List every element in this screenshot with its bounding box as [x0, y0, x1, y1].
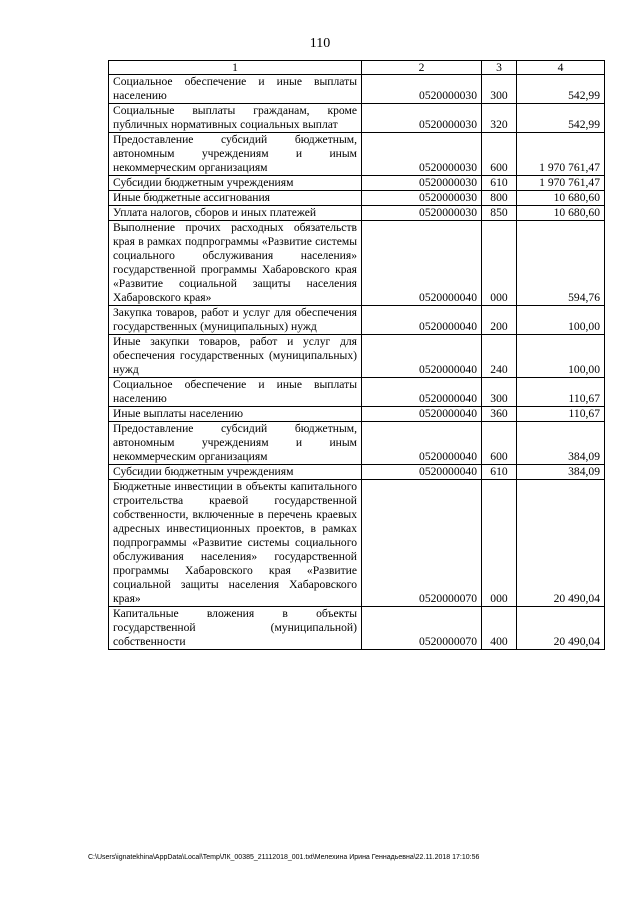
row-sum: 1 970 761,47: [517, 176, 605, 191]
row-name: Субсидии бюджетным учреждениям: [109, 465, 362, 480]
row-code: 0520000030: [362, 176, 482, 191]
row-code: 0520000030: [362, 133, 482, 176]
row-name: Социальное обеспечение и иные выплаты населению: [109, 378, 362, 407]
row-sum: 542,99: [517, 104, 605, 133]
row-name: Иные бюджетные ассигнования: [109, 191, 362, 206]
row-name: Закупка товаров, работ и услуг для обеспечения государственных (муниципальных) нужд: [109, 306, 362, 335]
budget-table: [108, 60, 605, 650]
table-row: [109, 335, 605, 378]
row-name: Бюджетные инвестиции в объекты капитального строительства краевой государственной собственности, включенные в перечень краевых адресных инвестиционных проектов, в рамках подпрограммы «Развитие системы социального обслуживания населения» государственной программы Хабаровского края «Развитие социальной защиты населения Хабаровского края»: [109, 480, 362, 607]
row-name: Капитальные вложения в объекты государственной (муниципальной) собственности: [109, 607, 362, 650]
row-vr: 200: [482, 306, 517, 335]
row-name: Субсидии бюджетным учреждениям: [109, 176, 362, 191]
row-name: Уплата налогов, сборов и иных платежей: [109, 206, 362, 221]
row-sum: 10 680,60: [517, 206, 605, 221]
row-vr: 600: [482, 422, 517, 465]
table-row: [109, 465, 605, 480]
column-header-code: 2: [362, 61, 482, 75]
page-number: 110: [309, 36, 331, 51]
row-sum: 10 680,60: [517, 191, 605, 206]
table-row: [109, 306, 605, 335]
row-code: 0520000030: [362, 206, 482, 221]
row-code: 0520000040: [362, 306, 482, 335]
row-vr: 300: [482, 378, 517, 407]
row-code: 0520000040: [362, 465, 482, 480]
table-row: [109, 480, 605, 607]
row-sum: 384,09: [517, 422, 605, 465]
row-code: 0520000070: [362, 607, 482, 650]
table-row: [109, 191, 605, 206]
row-vr: 000: [482, 221, 517, 306]
table-row: [109, 133, 605, 176]
row-vr: 240: [482, 335, 517, 378]
row-sum: 20 490,04: [517, 480, 605, 607]
row-sum: 110,67: [517, 407, 605, 422]
row-sum: 20 490,04: [517, 607, 605, 650]
row-code: 0520000040: [362, 407, 482, 422]
row-name: Иные выплаты населению: [109, 407, 362, 422]
row-sum: 100,00: [517, 306, 605, 335]
table-row: [109, 378, 605, 407]
column-header-name: 1: [109, 61, 362, 75]
table-row: [109, 607, 605, 650]
column-header-sum: 4: [517, 61, 605, 75]
file-path-footer: C:\Users\ignatekhina\AppData\Local\Temp\ЛК_00385_21112018_001.txt\Мелехина Ирина Геннадьевна\22.11.2018 17:10:56: [88, 854, 480, 861]
row-code: 0520000030: [362, 75, 482, 104]
row-sum: 594,76: [517, 221, 605, 306]
row-code: 0520000040: [362, 378, 482, 407]
row-code: 0520000040: [362, 335, 482, 378]
row-code: 0520000030: [362, 104, 482, 133]
row-sum: 384,09: [517, 465, 605, 480]
row-sum: 1 970 761,47: [517, 133, 605, 176]
table-row: [109, 75, 605, 104]
row-sum: 542,99: [517, 75, 605, 104]
row-vr: 400: [482, 607, 517, 650]
table-row: [109, 206, 605, 221]
row-sum: 100,00: [517, 335, 605, 378]
row-sum: 110,67: [517, 378, 605, 407]
row-name: Предоставление субсидий бюджетным, автономным учреждениям и иным некоммерческим организациям: [109, 133, 362, 176]
row-code: 0520000040: [362, 422, 482, 465]
column-header-vr: 3: [482, 61, 517, 75]
row-code: 0520000070: [362, 480, 482, 607]
row-code: 0520000030: [362, 191, 482, 206]
table-row: [109, 221, 605, 306]
row-vr: 610: [482, 176, 517, 191]
row-name: Социальные выплаты гражданам, кроме публичных нормативных социальных выплат: [109, 104, 362, 133]
row-vr: 300: [482, 75, 517, 104]
row-vr: 800: [482, 191, 517, 206]
table-row: [109, 422, 605, 465]
row-name: Социальное обеспечение и иные выплаты населению: [109, 75, 362, 104]
table-row: [109, 176, 605, 191]
row-vr: 320: [482, 104, 517, 133]
row-name: Предоставление субсидий бюджетным, автономным учреждениям и иным некоммерческим организациям: [109, 422, 362, 465]
table-row: [109, 407, 605, 422]
row-vr: 000: [482, 480, 517, 607]
row-code: 0520000040: [362, 221, 482, 306]
table-header-row: [109, 61, 605, 75]
row-vr: 850: [482, 206, 517, 221]
row-name: Иные закупки товаров, работ и услуг для обеспечения государственных (муниципальных) нужд: [109, 335, 362, 378]
table-row: [109, 104, 605, 133]
row-name: Выполнение прочих расходных обязательств края в рамках подпрограммы «Развитие системы социального обслуживания населения» государственной программы Хабаровского края «Развитие социальной защиты населения Хабаровского края»: [109, 221, 362, 306]
row-vr: 600: [482, 133, 517, 176]
row-vr: 360: [482, 407, 517, 422]
row-vr: 610: [482, 465, 517, 480]
